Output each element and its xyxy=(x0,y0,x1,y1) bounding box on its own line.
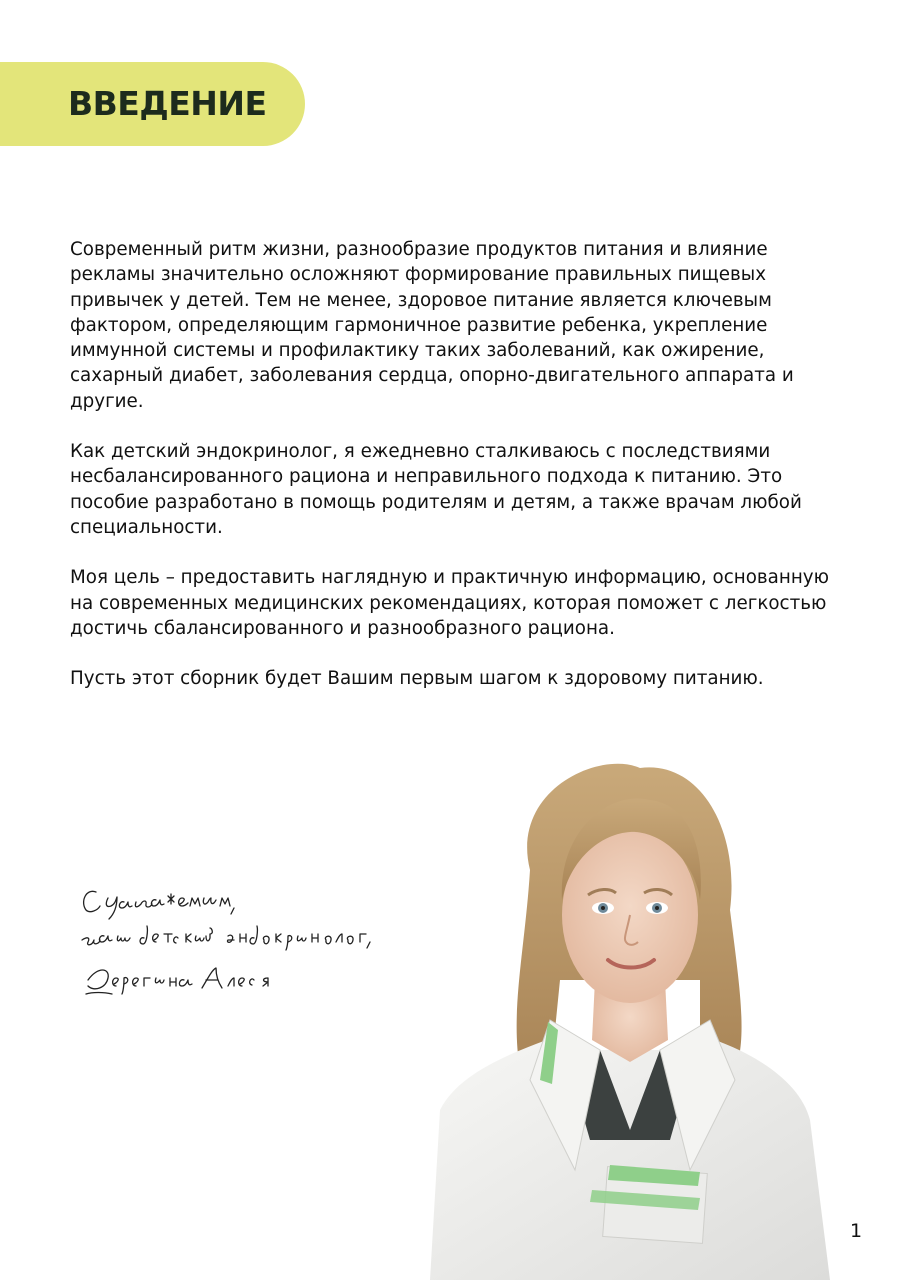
paragraph: Как детский эндокринолог, я ежедневно сталкиваюсь с последствиями несбалансированного рациона и неправильного подхода к питанию. Это пособие разработано в помощь родителям и детям, а также врачам любой специальности. xyxy=(70,441,802,538)
doctor-portrait xyxy=(400,750,870,1280)
page-title: ВВЕДЕНИЕ xyxy=(68,84,267,123)
intro-text xyxy=(70,237,830,716)
paragraph: Пусть этот сборник будет Вашим первым шагом к здоровому питанию. xyxy=(70,668,764,690)
page-number: 1 xyxy=(850,1220,863,1242)
handwritten-signature xyxy=(78,880,438,1020)
paragraph: Современный ритм жизни, разнообразие продуктов питания и влияние рекламы значительно осложняют формирование правильных пищевых привычек у детей. Тем не менее, здоровое питание является ключевым фактором, определяющим гармоничное развитие ребенка, укрепление иммунной системы и профилактику таких заболеваний, как ожирение, сахарный диабет, заболевания сердца, опорно-двигательного аппарата и другие. xyxy=(70,239,794,412)
paragraph: Моя цель – предоставить наглядную и практичную информацию, основанную на современных медицинских рекомендациях, которая поможет с легкостью достичь сбалансированного и разнообразного рациона. xyxy=(70,567,829,639)
